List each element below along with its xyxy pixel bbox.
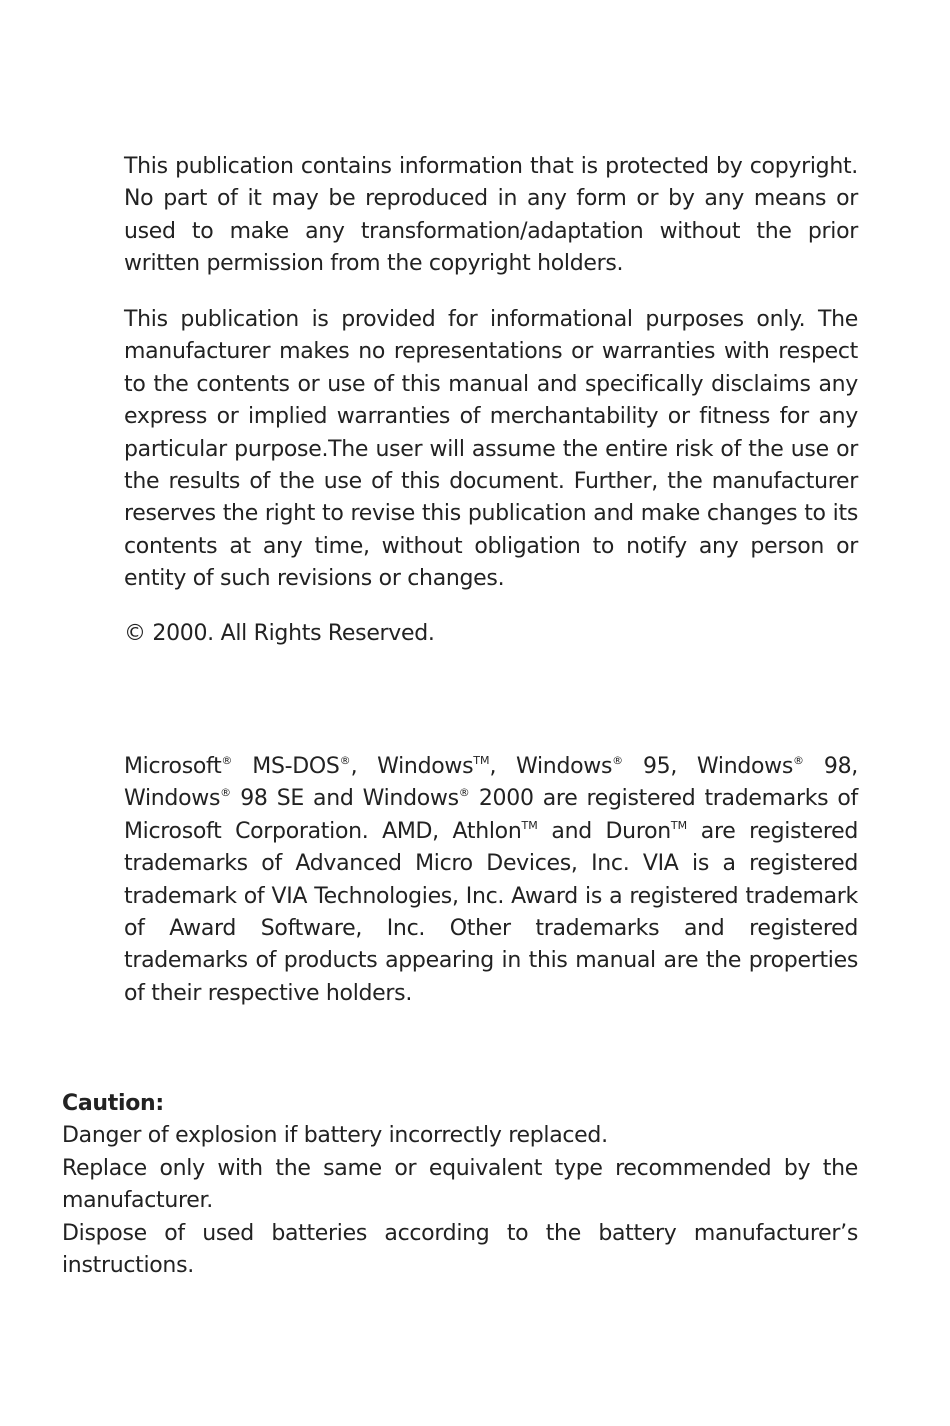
trademark-text: , Windows [489, 754, 613, 779]
caution-heading: Caution: [62, 1091, 164, 1116]
caution-line: Replace only with the same or equivalent type recommended by the manufacturer. [62, 1155, 858, 1214]
caution-line: Dispose of used batteries according to the battery manufacturer’s instructions. [62, 1220, 858, 1279]
trademark-text: 98, Windows [124, 754, 858, 812]
trademark-text: , Windows [350, 754, 474, 779]
copyright-notice-paragraph: This publication contains information that is protected by copyright. No part of it may be reproduced in any form or by any means or used to make any transformation/adaptation without the prior written permission from the copyright holders. [124, 154, 858, 277]
trademark-mark: TM [670, 818, 688, 832]
trademark-text: 2000 are registered trademarks of Microsoft Corporation. AMD, Athlon [124, 786, 858, 844]
trademark-mark: TM [521, 818, 538, 832]
registered-mark: ® [220, 786, 232, 800]
registered-mark: ® [458, 786, 470, 800]
trademark-text: MS-DOS [232, 754, 340, 779]
trademark-text: 98 SE and Windows [231, 786, 459, 812]
caution-section [62, 1088, 858, 1282]
trademark-text: Microsoft [124, 754, 222, 779]
trademarks-paragraph [124, 751, 858, 1010]
trademark-text: are registered trademarks of Advanced Micro Devices, Inc. VIA is a registered trademark of VIA Technologies, Inc. Award is a registered trademark of Award Software, Inc. Other trademarks and registered trademarks of products appearing in this manual are the properties of their respective holders. [124, 818, 858, 1006]
registered-mark: ® [221, 754, 233, 767]
trademark-mark: TM [473, 754, 490, 767]
registered-mark: ® [793, 754, 805, 767]
rights-reserved-line: © 2000. All Rights Reserved. [124, 621, 435, 646]
caution-line: Danger of explosion if battery incorrectly replaced. [62, 1123, 608, 1149]
registered-mark: ® [339, 754, 351, 767]
trademark-text: 95, Windows [623, 754, 794, 779]
registered-mark: ® [612, 754, 624, 767]
disclaimer-paragraph: This publication is provided for informational purposes only. The manufacturer makes no representations or warranties with respect to the contents or use of this manual and specifically disclaims any express or implied warranties of merchantability or fitness for any particular purpose.The user will assume the entire risk of the use or the results of the use of this document. Further, the manufacturer reserves the right to revise this publication and make changes to its contents at any time, without obligation to notify any person or entity of such revisions or changes. [124, 307, 858, 592]
trademark-text: and Duron [537, 818, 671, 844]
